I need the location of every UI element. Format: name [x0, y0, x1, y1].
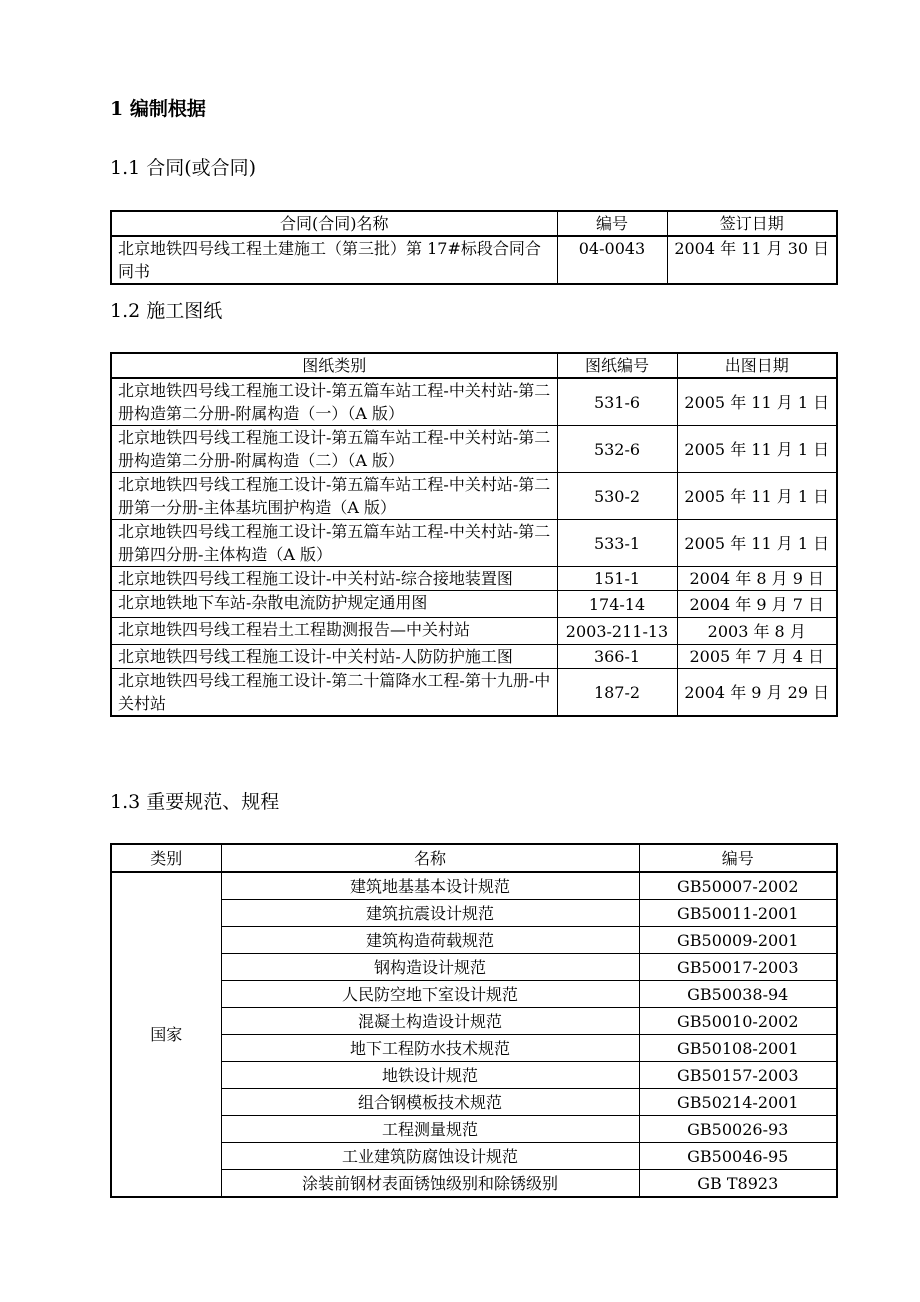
drawing-code: 531-6	[557, 378, 677, 426]
drawing-name: 北京地铁四号线工程岩土工程勘测报告—中关村站	[111, 618, 557, 645]
column-header: 出图日期	[677, 353, 837, 378]
drawing-code: 151-1	[557, 567, 677, 591]
column-header: 名称	[221, 844, 639, 872]
standards-table	[110, 843, 838, 1198]
drawing-name: 北京地铁四号线工程施工设计-第五篇车站工程-中关村站-第二册第四分册-主体构造（A 版）	[111, 520, 557, 567]
drawing-date: 2005 年 11 月 1 日	[677, 378, 837, 426]
drawing-name: 北京地铁四号线工程施工设计-第五篇车站工程-中关村站-第二册第一分册-主体基坑围护构造（A 版）	[111, 473, 557, 520]
table-row	[111, 236, 837, 284]
column-header: 图纸类别	[111, 353, 557, 378]
standard-name: 建筑抗震设计规范	[221, 900, 639, 927]
column-header: 编号	[557, 211, 667, 236]
table-header-row	[111, 844, 837, 872]
standard-code: GB50011-2001	[639, 900, 837, 927]
standard-name: 混凝土构造设计规范	[221, 1008, 639, 1035]
drawing-code: 366-1	[557, 645, 677, 669]
column-header: 编号	[639, 844, 837, 872]
table-header-row	[111, 353, 837, 378]
standard-code: GB50108-2001	[639, 1035, 837, 1062]
standard-name: 组合钢模板技术规范	[221, 1089, 639, 1116]
standard-name: 地下工程防水技术规范	[221, 1035, 639, 1062]
drawing-name: 北京地铁四号线工程施工设计-第五篇车站工程-中关村站-第二册构造第二分册-附属构造（二）（A 版）	[111, 426, 557, 473]
drawing-date: 2004 年 8 月 9 日	[677, 567, 837, 591]
standard-code: GB50026-93	[639, 1116, 837, 1143]
standard-code: GB50009-2001	[639, 927, 837, 954]
standard-code: GB50010-2002	[639, 1008, 837, 1035]
contract-heading: 1.1 合同(或合同)	[110, 157, 257, 179]
drawings-heading: 1.2 施工图纸	[110, 300, 223, 322]
section-title: 1 编制根据	[110, 98, 206, 120]
contract-code: 04-0043	[557, 236, 667, 284]
drawing-name: 北京地铁四号线工程施工设计-中关村站-综合接地装置图	[111, 567, 557, 591]
table-row	[111, 520, 837, 567]
table-row	[111, 591, 837, 618]
standard-code: GB50157-2003	[639, 1062, 837, 1089]
standard-code: GB50017-2003	[639, 954, 837, 981]
column-header: 合同(合同)名称	[111, 211, 557, 236]
table-row	[111, 645, 837, 669]
drawing-name: 北京地铁地下车站-杂散电流防护规定通用图	[111, 591, 557, 618]
standard-code: GB50214-2001	[639, 1089, 837, 1116]
drawing-name: 北京地铁四号线工程施工设计-第二十篇降水工程-第十九册-中关村站	[111, 669, 557, 717]
drawing-date: 2004 年 9 月 7 日	[677, 591, 837, 618]
contract-table	[110, 210, 838, 285]
drawing-code: 174-14	[557, 591, 677, 618]
standard-code: GB T8923	[639, 1170, 837, 1198]
standard-name: 涂装前钢材表面锈蚀级别和除锈级别	[221, 1170, 639, 1198]
drawing-name: 北京地铁四号线工程施工设计-第五篇车站工程-中关村站-第二册构造第二分册-附属构造（一）（A 版）	[111, 378, 557, 426]
standard-name: 人民防空地下室设计规范	[221, 981, 639, 1008]
table-row	[111, 567, 837, 591]
standards-heading: 1.3 重要规范、规程	[110, 791, 280, 813]
table-row	[111, 618, 837, 645]
column-header: 图纸编号	[557, 353, 677, 378]
drawing-name: 北京地铁四号线工程施工设计-中关村站-人防防护施工图	[111, 645, 557, 669]
standards-category: 国家	[111, 872, 221, 1197]
drawing-code: 530-2	[557, 473, 677, 520]
drawings-table	[110, 352, 838, 717]
table-row	[111, 872, 837, 900]
contract-name: 北京地铁四号线工程土建施工（第三批）第 17#标段合同合同书	[111, 236, 557, 284]
table-row	[111, 473, 837, 520]
table-row	[111, 669, 837, 717]
drawing-date: 2005 年 11 月 1 日	[677, 473, 837, 520]
drawing-code: 532-6	[557, 426, 677, 473]
table-row	[111, 378, 837, 426]
drawing-date: 2005 年 7 月 4 日	[677, 645, 837, 669]
standard-code: GB50007-2002	[639, 872, 837, 900]
standard-name: 建筑地基基本设计规范	[221, 872, 639, 900]
column-header: 签订日期	[667, 211, 837, 236]
drawing-date: 2004 年 9 月 29 日	[677, 669, 837, 717]
column-header: 类别	[111, 844, 221, 872]
drawing-date: 2003 年 8 月	[677, 618, 837, 645]
drawing-code: 533-1	[557, 520, 677, 567]
standard-name: 工程测量规范	[221, 1116, 639, 1143]
table-row	[111, 426, 837, 473]
standard-code: GB50038-94	[639, 981, 837, 1008]
drawing-code: 187-2	[557, 669, 677, 717]
contract-date: 2004 年 11 月 30 日	[667, 236, 837, 284]
drawing-date: 2005 年 11 月 1 日	[677, 426, 837, 473]
standard-name: 钢构造设计规范	[221, 954, 639, 981]
drawing-code: 2003-211-13	[557, 618, 677, 645]
drawing-date: 2005 年 11 月 1 日	[677, 520, 837, 567]
standard-code: GB50046-95	[639, 1143, 837, 1170]
standard-name: 工业建筑防腐蚀设计规范	[221, 1143, 639, 1170]
standard-name: 地铁设计规范	[221, 1062, 639, 1089]
standard-name: 建筑构造荷载规范	[221, 927, 639, 954]
table-header-row	[111, 211, 837, 236]
